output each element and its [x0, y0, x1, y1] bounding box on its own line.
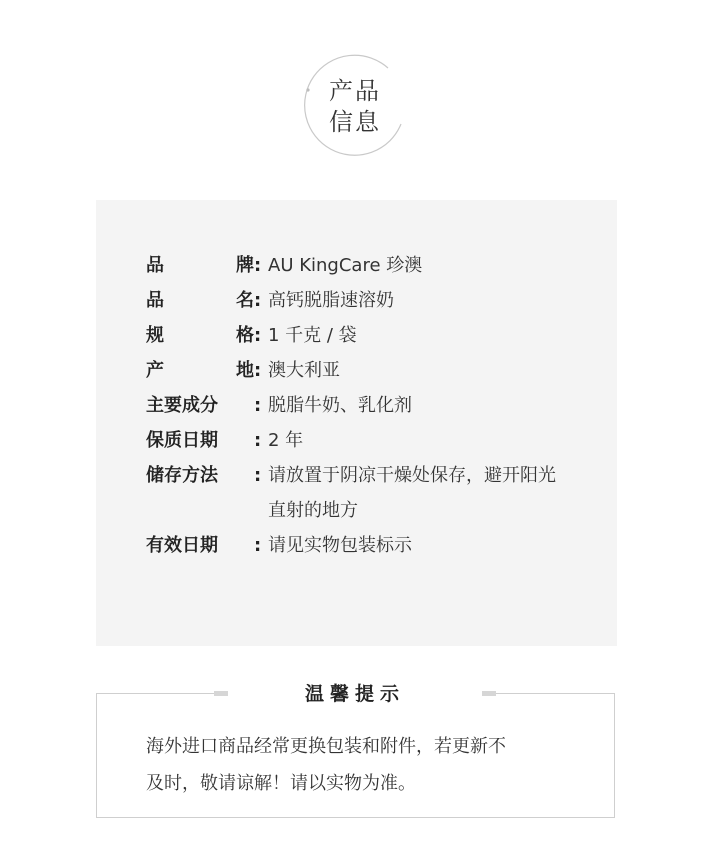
info-label-expiry: 有效日期	[146, 535, 218, 556]
info-colon: :	[254, 360, 262, 381]
info-colon: :	[254, 535, 262, 556]
info-row-shelf-life	[146, 423, 596, 458]
info-label-spec: 规 格	[146, 325, 254, 346]
info-value-storage: 请放置于阴凉干燥处保存，避开阳光 直射的地方	[268, 465, 556, 521]
info-label-brand: 品 牌	[146, 255, 254, 276]
section-title-line1: 产品	[329, 77, 381, 105]
info-row-brand	[146, 248, 596, 283]
info-label-product-name: 品 名	[146, 290, 254, 311]
info-colon: :	[254, 325, 262, 346]
info-value-spec: 1 千克 / 袋	[268, 325, 357, 346]
info-value-expiry: 请见实物包装标示	[268, 535, 412, 556]
info-colon: :	[254, 255, 262, 276]
section-title	[304, 76, 406, 138]
info-row-spec	[146, 318, 596, 353]
info-value-product-name: 高钙脱脂速溶奶	[268, 290, 394, 311]
info-row-expiry	[146, 528, 596, 563]
info-row-product-name	[146, 283, 596, 318]
info-colon: :	[254, 395, 262, 416]
tips-title: 温馨提示	[304, 683, 405, 705]
info-value-shelf-life: 2 年	[268, 430, 304, 451]
section-title-line2: 信息	[329, 108, 381, 136]
info-colon: :	[254, 465, 262, 486]
info-row-origin	[146, 353, 596, 388]
info-value-ingredients: 脱脂牛奶、乳化剂	[268, 395, 412, 416]
info-value-origin: 澳大利亚	[268, 360, 340, 381]
info-row-ingredients	[146, 388, 596, 423]
product-info-list	[146, 248, 596, 563]
tips-body-line1: 海外进口商品经常更换包装和附件，若更新不	[146, 736, 506, 757]
info-colon: :	[254, 290, 262, 311]
info-row-storage	[146, 458, 596, 528]
info-label-ingredients: 主要成分	[146, 395, 218, 416]
tips-body	[146, 728, 576, 802]
tips-body-line2: 及时，敬请谅解！请以实物为准。	[146, 773, 416, 794]
info-label-shelf-life: 保质日期	[146, 430, 218, 451]
product-info-panel	[96, 200, 617, 646]
section-header-badge	[304, 52, 406, 160]
info-label-storage: 储存方法	[146, 465, 218, 486]
info-colon: :	[254, 430, 262, 451]
info-value-brand: AU KingCare 珍澳	[268, 255, 423, 276]
info-label-origin: 产 地	[146, 360, 254, 381]
